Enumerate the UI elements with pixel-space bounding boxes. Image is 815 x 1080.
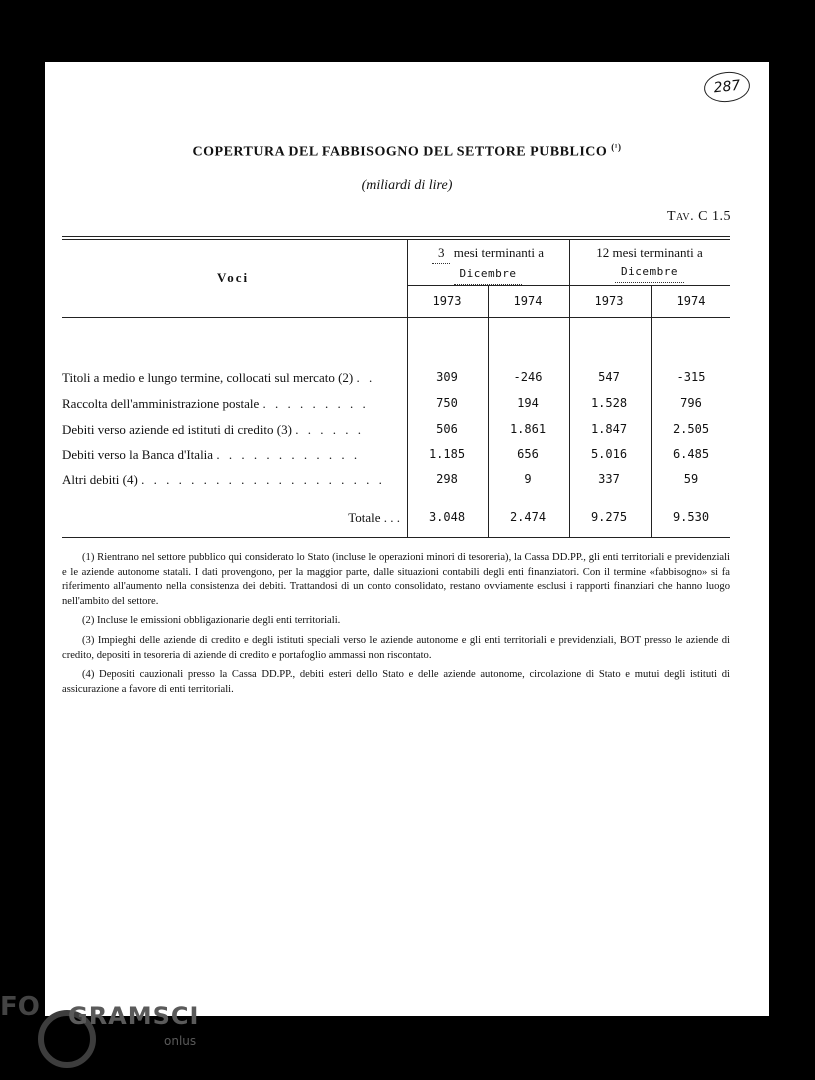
archive-stamp: 287 [703, 70, 752, 105]
total-label-text: Totale [348, 510, 381, 525]
group1-text: mesi terminanti a [453, 245, 544, 260]
total-cell: 3.048 [428, 510, 466, 524]
year-header-4: 1974 [676, 294, 706, 308]
footnotes [62, 551, 730, 702]
title-footnote-ref: (¹) [611, 142, 622, 152]
group2-text: mesi terminanti a [612, 245, 703, 260]
row-label [62, 422, 400, 438]
table-cell: 6.485 [672, 447, 710, 461]
table-bottom-rule [62, 537, 730, 538]
table-id-prefix: Tav. [666, 209, 695, 224]
leader-dots: . . [356, 370, 376, 385]
row-label-text: Titoli a medio e lungo termine, collocati sul mercato (2) [62, 370, 354, 385]
total-label [245, 510, 400, 526]
table-cell: 2.505 [672, 422, 710, 436]
table-cell: -315 [676, 370, 706, 384]
row-label [62, 370, 400, 386]
row-label [62, 447, 400, 463]
table-cell: 506 [436, 422, 458, 436]
footnote-3: (3) Impieghi delle aziende di credito e degli istituti speciali verso le aziende autonome e gli enti territoriali e previdenziali, BOT presso le aziende di credito, depositi in tesoreria di aziende di credito e portafoglio ammassi non riscontato. [62, 634, 730, 661]
group2-month: Dicembre [615, 263, 684, 283]
total-cell: 9.530 [672, 510, 710, 524]
table-cell: 1.528 [590, 396, 628, 410]
footnote-4: (4) Depositi cauzionali presso la Cassa DD.PP., debiti esteri dello Stato e delle aziende autonome, circolazione di Stato e mutui degli istituti di assicurazione a favore di enti territoriali. [62, 669, 730, 695]
group-header-12-months [569, 244, 730, 283]
total-cell: 2.474 [509, 510, 547, 524]
logo-name: GRAMSCI [68, 1002, 200, 1030]
table-cell: 337 [598, 472, 620, 486]
table-cell: -246 [513, 370, 543, 384]
table-cell: 5.016 [590, 447, 628, 461]
table-cell: 750 [436, 396, 458, 410]
table-cell: 1.185 [428, 447, 466, 461]
document-page [45, 62, 769, 1016]
column-divider-3 [569, 239, 570, 537]
total-cell: 9.275 [590, 510, 628, 524]
row-label-text: Debiti verso la Banca d'Italia [62, 447, 214, 462]
leader-dots: . . . . . . . . . . . . [216, 447, 361, 462]
title-text: COPERTURA DEL FABBISOGNO DEL SETTORE PUBBLICO [192, 144, 608, 160]
page-title [45, 142, 769, 161]
logo-prefix: FO [0, 992, 40, 1022]
table-top-rule-2 [62, 239, 730, 240]
year-header-3: 1973 [594, 294, 624, 308]
table-cell: 59 [683, 472, 699, 486]
footnote-2: (2) Incluse le emissioni obbligazionarie degli enti territoriali. [82, 615, 341, 627]
table-cell: 298 [436, 472, 458, 486]
group-header-3-months [407, 244, 569, 285]
logo-suffix: onlus [164, 1034, 197, 1048]
row-label-text: Altri debiti (4) [62, 472, 138, 487]
row-label [62, 396, 400, 412]
leader-dots: . . . . . . [295, 422, 364, 437]
group1-months: 3 [432, 244, 451, 264]
leader-dots: . . . . . . . . . . . . . . . . . . . . [141, 472, 385, 487]
table-cell: 1.847 [590, 422, 628, 436]
row-label [62, 472, 400, 488]
table-cell: 796 [680, 396, 702, 410]
table-cell: 309 [436, 370, 458, 384]
table-top-rule [62, 236, 730, 237]
voci-header: Voci [217, 270, 250, 285]
leader-dots: . . . . . . . . . [262, 396, 369, 411]
column-divider-4 [651, 285, 652, 537]
leader-dots: . . . [383, 510, 400, 525]
table-cell: 9 [524, 472, 532, 486]
table-cell: 547 [598, 370, 620, 384]
table-cell: 194 [517, 396, 539, 410]
column-divider-2 [488, 285, 489, 537]
row-label-text: Debiti verso aziende ed istituti di credito (3) [62, 422, 292, 437]
table-id [667, 209, 731, 225]
group2-months: 12 [596, 245, 610, 260]
header-bottom-rule [62, 317, 730, 318]
table-cell: 1.861 [509, 422, 547, 436]
table-id-number: C 1.5 [698, 209, 731, 224]
gramsci-watermark-logo [0, 988, 220, 1078]
row-label-text: Raccolta dell'amministrazione postale [62, 396, 260, 411]
table-cell: 656 [517, 447, 539, 461]
page-subtitle: (miliardi di lire) [361, 178, 453, 193]
year-header-2: 1974 [513, 294, 543, 308]
group1-month: Dicembre [454, 265, 523, 285]
footnote-1: (1) Rientrano nel settore pubblico qui considerato lo Stato (incluse le operazioni minori di tesoreria), la Cassa DD.PP., gli enti territoriali e previdenziali e le aziende autonome statali. I dati provengono, per la maggior parte, dalle situazioni contabili degli enti finanziatori. Con il termine «fabbisogno» si fa riferimento all'aumento nella consistenza dei debiti. Trattandosi di un conto consolidato, restano ovviamente esclusi i rapporti finanziari che hanno luogo nell'ambito del settore. [62, 552, 730, 607]
year-header-1: 1973 [432, 294, 462, 308]
